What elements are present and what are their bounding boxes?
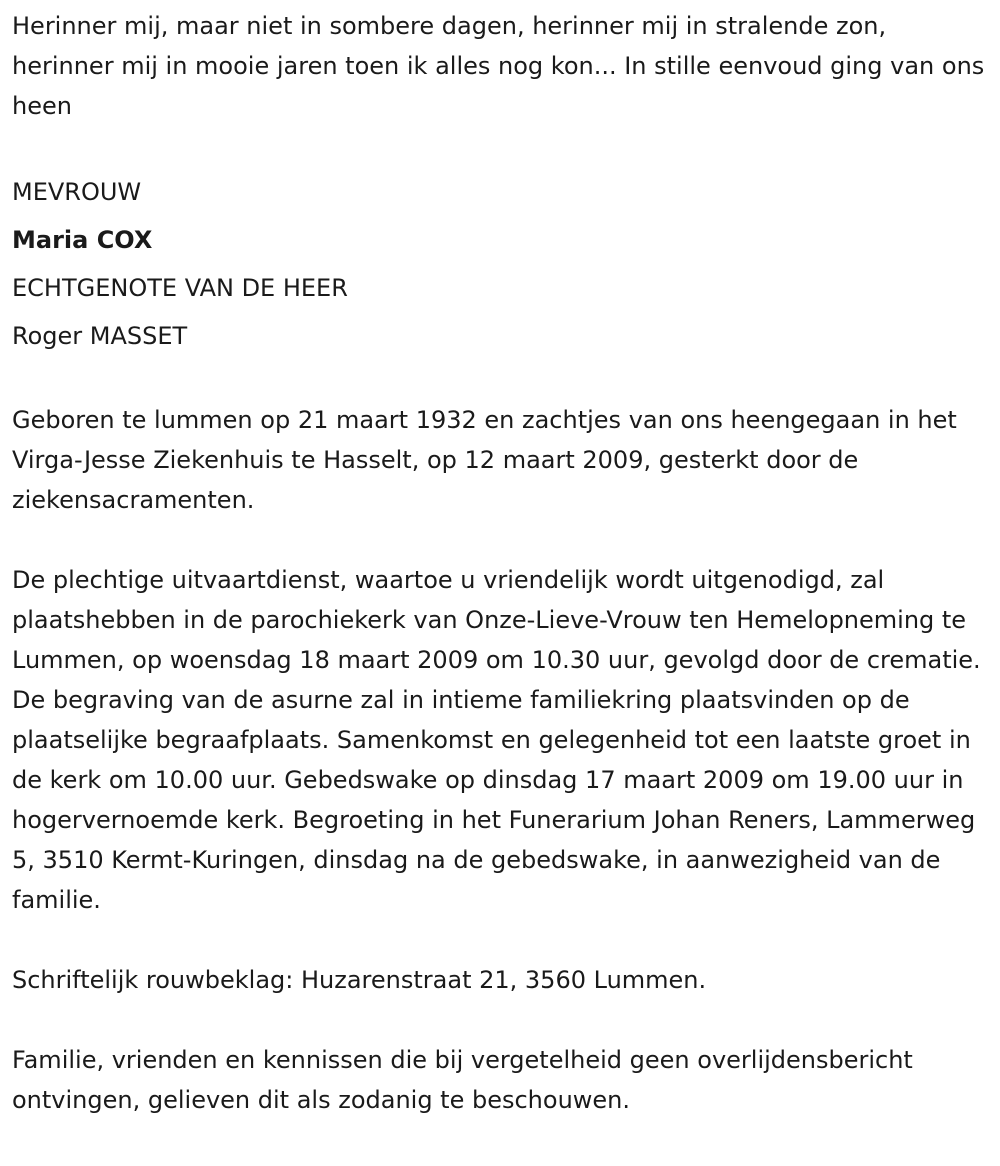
funeral-paragraph: De plechtige uitvaartdienst, waartoe u vriendelijk wordt uitgenodigd, zal plaatshebben in de parochiekerk van Onze-Lieve-Vrouw ten Hemelopneming te Lummen, op woensdag 18 maart 2009 om 10.30 uur, gevolgd door de crematie. De begraving van de asurne zal in intieme familiekring plaatsvinden op de plaatselijke begraafplaats. Samenkomst en gelegenheid tot een laatste groet in de kerk om 10.00 uur. Gebedswake op dinsdag 17 maart 2009 om 19.00 uur in hogervernoemde kerk. Begroeting in het Funerarium Johan Reners, Lammerweg 5, 3510 Kermt-Kuringen, dinsdag na de gebedswake, in aanwezigheid van de familie. (12, 566, 981, 914)
birth-death-paragraph: Geboren te lummen op 21 maart 1932 en zachtjes van ons heengegaan in het Virga-Jesse Ziekenhuis te Hasselt, op 12 maart 2009, gesterkt door de ziekensacramenten. (12, 406, 957, 514)
closing-note: Familie, vrienden en kennissen die bij vergetelheid geen overlijdensbericht ontvingen, gelieven dit als zodanig te beschouwen. (12, 1046, 913, 1114)
title-prefix: MEVROUW (12, 178, 142, 206)
intro-poem: Herinner mij, maar niet in sombere dagen, herinner mij in stralende zon, herinner mij in mooie jaren toen ik alles nog kon... In stille eenvoud ging van ons heen (12, 12, 985, 120)
spouse-name: Roger MASSET (12, 322, 188, 350)
condolence-address: Schriftelijk rouwbeklag: Huzarenstraat 21, 3560 Lummen. (12, 966, 707, 994)
spouse-label: ECHTGENOTE VAN DE HEER (12, 274, 348, 302)
deceased-name: Maria COX (12, 226, 153, 254)
deceased-name-block (12, 168, 992, 360)
